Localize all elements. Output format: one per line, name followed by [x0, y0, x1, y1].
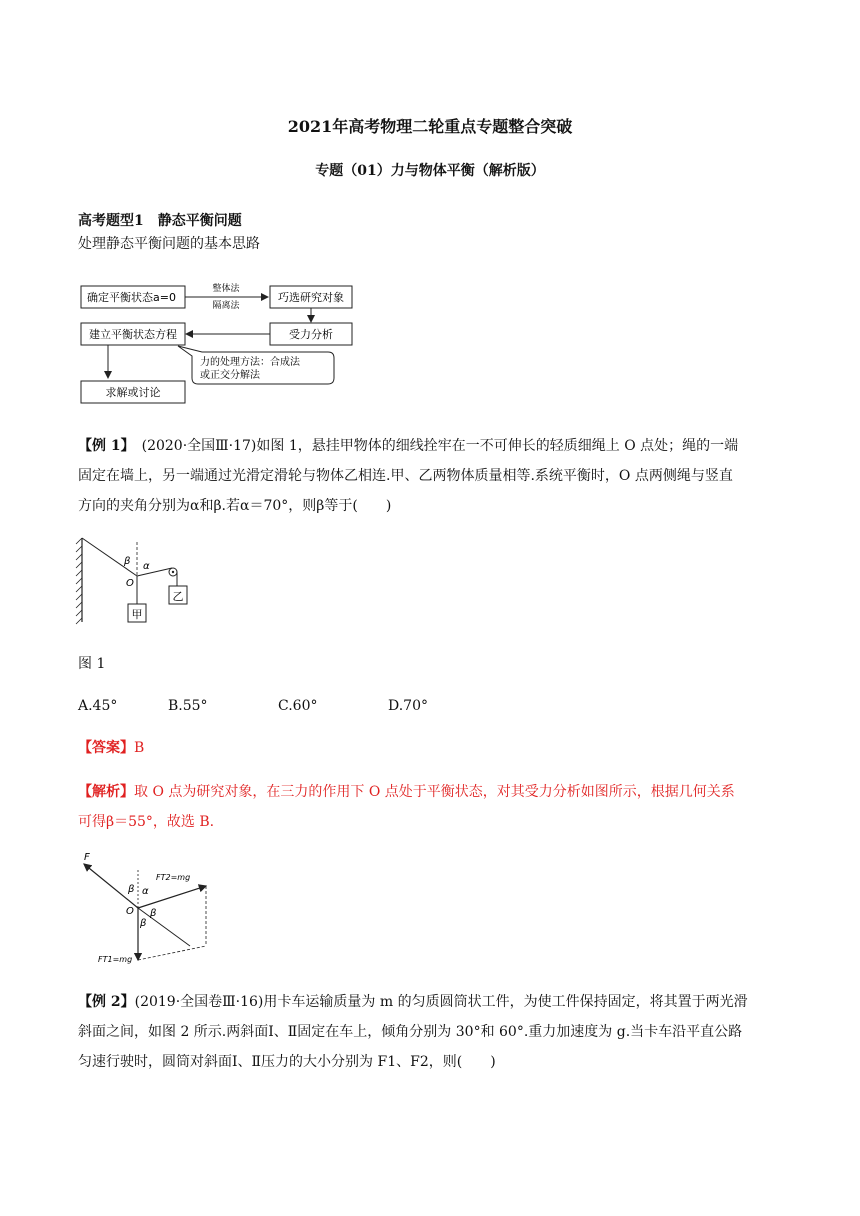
label-f: F [84, 852, 90, 863]
analysis-text1: 取 O 点为研究对象，在三力的作用下 O 点处于平衡状态，对其受力分析如图所示，根据几何关系 [134, 784, 735, 800]
answer-value: B [134, 740, 145, 756]
flow-box-1-label: 确定平衡状态a=0 [87, 291, 176, 304]
option-d: D.70° [388, 698, 428, 714]
example2-line2: 斜面之间，如图 2 所示.两斜面Ⅰ、Ⅱ固定在车上，倾角分别为 30°和 60°.重力加速度为 g.当卡车沿平直公路 [78, 1024, 743, 1040]
answer-line [78, 738, 144, 758]
example1-line1 [78, 436, 738, 456]
option-b: B.55° [168, 698, 208, 714]
label-beta-2: β [150, 908, 157, 919]
analysis-line2: 可得β＝55°，故选 B. [78, 814, 215, 830]
flow-callout-line2: 或正交分解法 [200, 370, 260, 381]
answer-tag: 【答案】 [78, 740, 134, 756]
label-alpha: α [143, 561, 150, 572]
document-subtitle: 专题（01）力与物体平衡（解析版） [315, 163, 545, 179]
example2-line3: 匀速行驶时，圆筒对斜面Ⅰ、Ⅱ压力的大小分别为 F1、F2，则( ) [78, 1054, 496, 1070]
example1-line3: 方向的夹角分别为α和β.若α＝70°，则β等于( ) [78, 498, 392, 514]
example2-text1: (2019·全国卷Ⅲ·16)用卡车运输质量为 m 的匀质圆筒状工件，为使工件保持固定，将其置于两光滑 [134, 994, 748, 1010]
section-intro: 处理静态平衡问题的基本思路 [78, 236, 260, 252]
flow-box-2-label: 巧选研究对象 [278, 291, 344, 304]
example2-line1 [78, 992, 748, 1012]
flow-callout-line1: 力的处理方法：合成法 [200, 357, 300, 368]
option-c: C.60° [278, 698, 318, 714]
section-heading: 高考题型1 静态平衡问题 [78, 213, 242, 229]
flow-arrow-top-label: 整体法 [212, 284, 240, 294]
flowchart [78, 278, 378, 408]
label-beta-3: β [140, 918, 147, 929]
label-ft2: FT2=mg [156, 873, 191, 882]
label-jia: 甲 [131, 608, 143, 621]
example2-tag: 【例 2】 [78, 994, 135, 1010]
label-o-2: O [126, 906, 134, 917]
analysis-tag: 【解析】 [78, 784, 134, 800]
option-a: A.45° [78, 698, 118, 714]
label-ft1: FT1=mg [98, 955, 133, 964]
example1-text1: (2020·全国Ⅲ·17)如图 1，悬挂甲物体的细线拴牢在一不可伸长的轻质细绳上 O 点处；绳的一端 [127, 438, 739, 454]
label-alpha-2: α [142, 886, 149, 897]
flow-arrow-bottom-label: 隔离法 [212, 301, 240, 311]
analysis-line1 [78, 782, 735, 802]
label-yi: 乙 [172, 590, 184, 603]
dashed-bottom [138, 946, 206, 960]
wall-hatching [76, 538, 82, 624]
flow-box-3-label: 受力分析 [289, 328, 333, 341]
flow-box-5-label: 求解或讨论 [105, 386, 161, 399]
label-beta: β [124, 556, 131, 567]
example1-line2: 固定在墙上，另一端通过光滑定滑轮与物体乙相连.甲、乙两物体质量相等.系统平衡时，O 点两侧绳与竖直 [78, 468, 733, 484]
figure-1-caption: 图 1 [78, 656, 106, 672]
flow-box-4-label: 建立平衡状态方程 [89, 328, 177, 341]
label-beta-1: β [128, 884, 135, 895]
example1-tag: 【例 1】 [78, 438, 128, 454]
figure-1 [72, 534, 202, 634]
force-diagram [78, 850, 218, 968]
pulley-axle [172, 571, 174, 573]
label-o: O [126, 578, 134, 589]
document-title: 2021年高考物理二轮重点专题整合突破 [287, 117, 573, 136]
